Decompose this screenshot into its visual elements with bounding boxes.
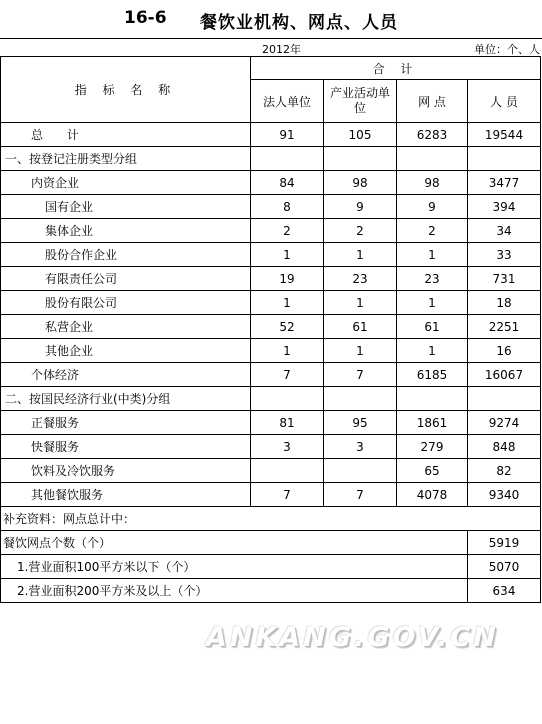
supplement-row bbox=[1, 531, 541, 555]
supplement-cell: 5070 bbox=[468, 555, 541, 579]
table-title bbox=[0, 6, 542, 34]
cell: 23 bbox=[397, 267, 468, 291]
cell bbox=[397, 147, 468, 171]
table-subheader bbox=[0, 38, 542, 57]
table-row bbox=[1, 243, 541, 267]
row-label: 股份有限公司 bbox=[1, 291, 251, 315]
cell bbox=[324, 459, 397, 483]
table-row bbox=[1, 483, 541, 507]
cell: 8 bbox=[251, 195, 324, 219]
row-label: 快餐服务 bbox=[1, 435, 251, 459]
cell bbox=[468, 387, 541, 411]
cell: 3477 bbox=[468, 171, 541, 195]
row-label: 一、按登记注册类型分组 bbox=[1, 147, 251, 171]
table-row bbox=[1, 219, 541, 243]
header-row bbox=[1, 57, 541, 80]
cell: 1 bbox=[324, 243, 397, 267]
supplement-row-label: 2.营业面积200平方米及以上（个） bbox=[1, 579, 468, 603]
table-row bbox=[1, 411, 541, 435]
cell: 279 bbox=[397, 435, 468, 459]
table-row bbox=[1, 195, 541, 219]
cell bbox=[251, 387, 324, 411]
cell: 33 bbox=[468, 243, 541, 267]
cell: 4078 bbox=[397, 483, 468, 507]
table-row bbox=[1, 267, 541, 291]
row-label: 正餐服务 bbox=[1, 411, 251, 435]
col-header-people: 人 员 bbox=[468, 80, 541, 123]
table-row bbox=[1, 387, 541, 411]
cell: 65 bbox=[397, 459, 468, 483]
table-row bbox=[1, 435, 541, 459]
table-row bbox=[1, 171, 541, 195]
row-label: 其他企业 bbox=[1, 339, 251, 363]
col-header-legal: 法人单位 bbox=[251, 80, 324, 123]
cell: 98 bbox=[397, 171, 468, 195]
cell: 95 bbox=[324, 411, 397, 435]
cell: 9 bbox=[397, 195, 468, 219]
cell: 7 bbox=[324, 363, 397, 387]
row-label: 其他餐饮服务 bbox=[1, 483, 251, 507]
cell: 1 bbox=[397, 243, 468, 267]
cell bbox=[251, 147, 324, 171]
cell: 91 bbox=[251, 123, 324, 147]
cell: 18 bbox=[468, 291, 541, 315]
cell: 3 bbox=[324, 435, 397, 459]
cell: 9 bbox=[324, 195, 397, 219]
row-label: 有限责任公司 bbox=[1, 267, 251, 291]
row-label: 股份合作企业 bbox=[1, 243, 251, 267]
cell: 394 bbox=[468, 195, 541, 219]
supplement-cell: 5919 bbox=[468, 531, 541, 555]
cell: 52 bbox=[251, 315, 324, 339]
cell: 731 bbox=[468, 267, 541, 291]
cell: 1 bbox=[324, 291, 397, 315]
cell: 1 bbox=[251, 339, 324, 363]
col-header-units: 产业活动单位 bbox=[324, 80, 397, 123]
supplement-row-label: 餐饮网点个数（个） bbox=[1, 531, 468, 555]
cell: 23 bbox=[324, 267, 397, 291]
cell: 7 bbox=[324, 483, 397, 507]
row-label: 国有企业 bbox=[1, 195, 251, 219]
unit-label: 单位：个、人 bbox=[474, 43, 540, 56]
cell: 1 bbox=[324, 339, 397, 363]
cell: 3 bbox=[251, 435, 324, 459]
cell bbox=[324, 387, 397, 411]
table-row bbox=[1, 459, 541, 483]
cell: 1 bbox=[397, 339, 468, 363]
cell bbox=[324, 147, 397, 171]
cell: 1 bbox=[251, 291, 324, 315]
row-label: 私营企业 bbox=[1, 315, 251, 339]
watermark: ANKANG.GOV.CN bbox=[206, 622, 499, 653]
row-label: 总 计 bbox=[1, 123, 251, 147]
cell: 7 bbox=[251, 483, 324, 507]
indicator-header: 指 标 名 称 bbox=[1, 57, 251, 123]
cell: 2 bbox=[397, 219, 468, 243]
table-title-text: 餐饮业机构、网点、人员 bbox=[200, 13, 398, 33]
total-header: 合 计 bbox=[251, 57, 541, 80]
cell: 98 bbox=[324, 171, 397, 195]
cell: 84 bbox=[251, 171, 324, 195]
cell bbox=[468, 147, 541, 171]
cell: 9274 bbox=[468, 411, 541, 435]
cell bbox=[251, 459, 324, 483]
cell: 16067 bbox=[468, 363, 541, 387]
cell: 6283 bbox=[397, 123, 468, 147]
cell bbox=[397, 387, 468, 411]
cell: 105 bbox=[324, 123, 397, 147]
supplement-label-row bbox=[1, 507, 541, 531]
cell: 1861 bbox=[397, 411, 468, 435]
row-label: 个体经济 bbox=[1, 363, 251, 387]
cell: 34 bbox=[468, 219, 541, 243]
cell: 848 bbox=[468, 435, 541, 459]
row-label: 饮料及冷饮服务 bbox=[1, 459, 251, 483]
cell: 7 bbox=[251, 363, 324, 387]
table-row bbox=[1, 315, 541, 339]
supplement-cell: 634 bbox=[468, 579, 541, 603]
cell: 16 bbox=[468, 339, 541, 363]
cell: 6185 bbox=[397, 363, 468, 387]
cell: 2251 bbox=[468, 315, 541, 339]
supplement-row bbox=[1, 555, 541, 579]
cell: 19544 bbox=[468, 123, 541, 147]
cell: 1 bbox=[397, 291, 468, 315]
table-number: 16-6 bbox=[124, 8, 167, 28]
cell: 19 bbox=[251, 267, 324, 291]
cell: 2 bbox=[251, 219, 324, 243]
supplement-row-label: 1.营业面积100平方米以下（个） bbox=[1, 555, 468, 579]
table-row bbox=[1, 147, 541, 171]
row-label: 二、按国民经济行业(中类)分组 bbox=[1, 387, 251, 411]
supplement-row bbox=[1, 579, 541, 603]
cell: 61 bbox=[397, 315, 468, 339]
cell: 2 bbox=[324, 219, 397, 243]
row-label: 内资企业 bbox=[1, 171, 251, 195]
cell: 82 bbox=[468, 459, 541, 483]
year-label: 2012年 bbox=[262, 43, 301, 56]
table-row bbox=[1, 123, 541, 147]
col-header-outlets: 网 点 bbox=[397, 80, 468, 123]
cell: 9340 bbox=[468, 483, 541, 507]
table-row bbox=[1, 339, 541, 363]
cell: 1 bbox=[251, 243, 324, 267]
table-row bbox=[1, 363, 541, 387]
cell: 81 bbox=[251, 411, 324, 435]
row-label: 集体企业 bbox=[1, 219, 251, 243]
supplement-label: 补充资料：网点总计中： bbox=[1, 507, 541, 531]
data-table bbox=[0, 56, 541, 603]
table-row bbox=[1, 291, 541, 315]
cell: 61 bbox=[324, 315, 397, 339]
